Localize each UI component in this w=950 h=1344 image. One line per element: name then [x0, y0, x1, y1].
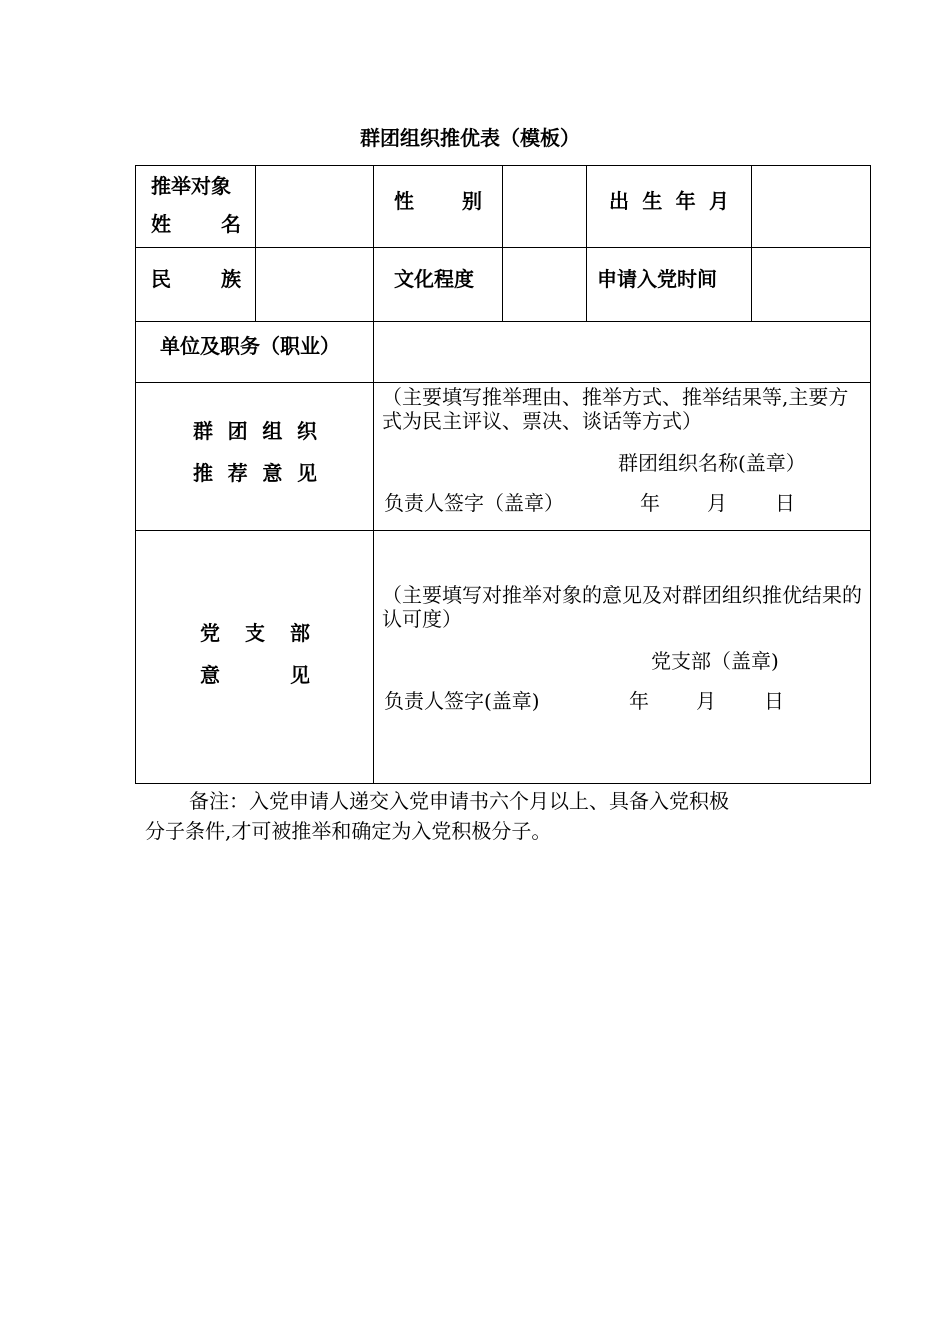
group-label-char-2: 团	[227, 418, 248, 443]
row-name	[136, 166, 871, 248]
unit-label-cell	[136, 322, 374, 383]
gender-label-cell	[374, 166, 503, 248]
ethnicity-value-cell[interactable]	[256, 248, 374, 322]
branch-label-char-1: 党	[200, 621, 220, 645]
row-ethnicity	[136, 248, 871, 322]
apply-time-label-cell	[587, 248, 752, 322]
gender-label-char-2: 别	[462, 189, 482, 213]
birth-label-char-4: 月	[708, 189, 729, 213]
group-label-char-3: 组	[262, 418, 283, 443]
group-org-name-stamp: 群团组织名称(盖章）	[618, 451, 806, 475]
branch-opinion-char-1: 意	[200, 663, 220, 687]
unit-value-cell[interactable]	[374, 322, 871, 383]
education-label: 文化程度	[394, 267, 474, 291]
row-group-opinion	[136, 383, 871, 531]
branch-label-char-3: 部	[290, 621, 310, 645]
ethnicity-label-char-1: 民	[151, 267, 171, 291]
branch-date-day: 日	[764, 689, 784, 713]
opinion-label-char-3: 意	[262, 460, 283, 485]
birth-label-char-1: 出	[609, 189, 629, 213]
row-branch-opinion	[136, 531, 871, 784]
apply-time-value-cell[interactable]	[752, 248, 871, 322]
branch-opinion-label-cell	[136, 531, 374, 784]
group-opinion-content-cell[interactable]	[374, 383, 871, 531]
note-line-1: 备注：入党申请人递交入党申请书六个月以上、具备入党积极	[189, 789, 729, 813]
ethnicity-label-char-2: 族	[221, 267, 241, 291]
opinion-label-char-2: 荐	[227, 460, 248, 485]
group-signer-label: 负责人签字（盖章）	[384, 491, 564, 515]
birth-label-char-2: 生	[642, 189, 663, 213]
name-label-cell	[136, 166, 256, 248]
unit-label: 单位及职务（职业）	[160, 334, 340, 358]
education-value-cell[interactable]	[503, 248, 587, 322]
group-label-char-1: 群	[193, 418, 213, 443]
branch-stamp: 党支部（盖章)	[651, 649, 779, 673]
branch-label-char-2: 支	[245, 621, 265, 645]
birth-label-cell	[587, 166, 752, 248]
apply-time-label: 申请入党时间	[597, 267, 717, 291]
opinion-label-char-4: 见	[296, 460, 317, 485]
name-value-cell[interactable]	[256, 166, 374, 248]
group-date-day: 日	[775, 491, 795, 515]
branch-signer-label: 负责人签字(盖章)	[384, 689, 540, 713]
branch-opinion-instruction: （主要填写对推举对象的意见及对群团组织推优结果的认可度）	[382, 583, 862, 631]
name-label-char-2: 名	[221, 211, 241, 236]
education-label-cell	[374, 248, 503, 322]
branch-date-year: 年	[629, 689, 649, 713]
note-line-2: 分子条件,才可被推举和确定为入党积极分子。	[145, 819, 552, 843]
birth-value-cell[interactable]	[752, 166, 871, 248]
branch-opinion-char-2: 见	[290, 663, 310, 687]
name-label-char-1: 姓	[151, 211, 171, 236]
gender-value-cell[interactable]	[503, 166, 587, 248]
name-label-line1: 推举对象	[151, 173, 231, 198]
recommendation-form-table	[135, 165, 871, 784]
group-date-year: 年	[640, 491, 660, 515]
group-label-char-4: 织	[296, 418, 317, 443]
row-unit	[136, 322, 871, 383]
birth-label-char-3: 年	[675, 189, 696, 213]
opinion-label-char-1: 推	[193, 460, 213, 485]
form-note	[145, 786, 845, 846]
group-opinion-label-cell	[136, 383, 374, 531]
ethnicity-label-cell	[136, 248, 256, 322]
group-date-month: 月	[707, 491, 727, 515]
branch-opinion-content-cell[interactable]	[374, 531, 871, 784]
group-opinion-instruction: （主要填写推举理由、推举方式、推举结果等,主要方式为民主评议、票决、谈话等方式）	[382, 385, 849, 433]
branch-date-month: 月	[696, 689, 716, 713]
gender-label-char-1: 性	[394, 189, 414, 213]
form-title: 群团组织推优表（模板）	[360, 126, 580, 150]
